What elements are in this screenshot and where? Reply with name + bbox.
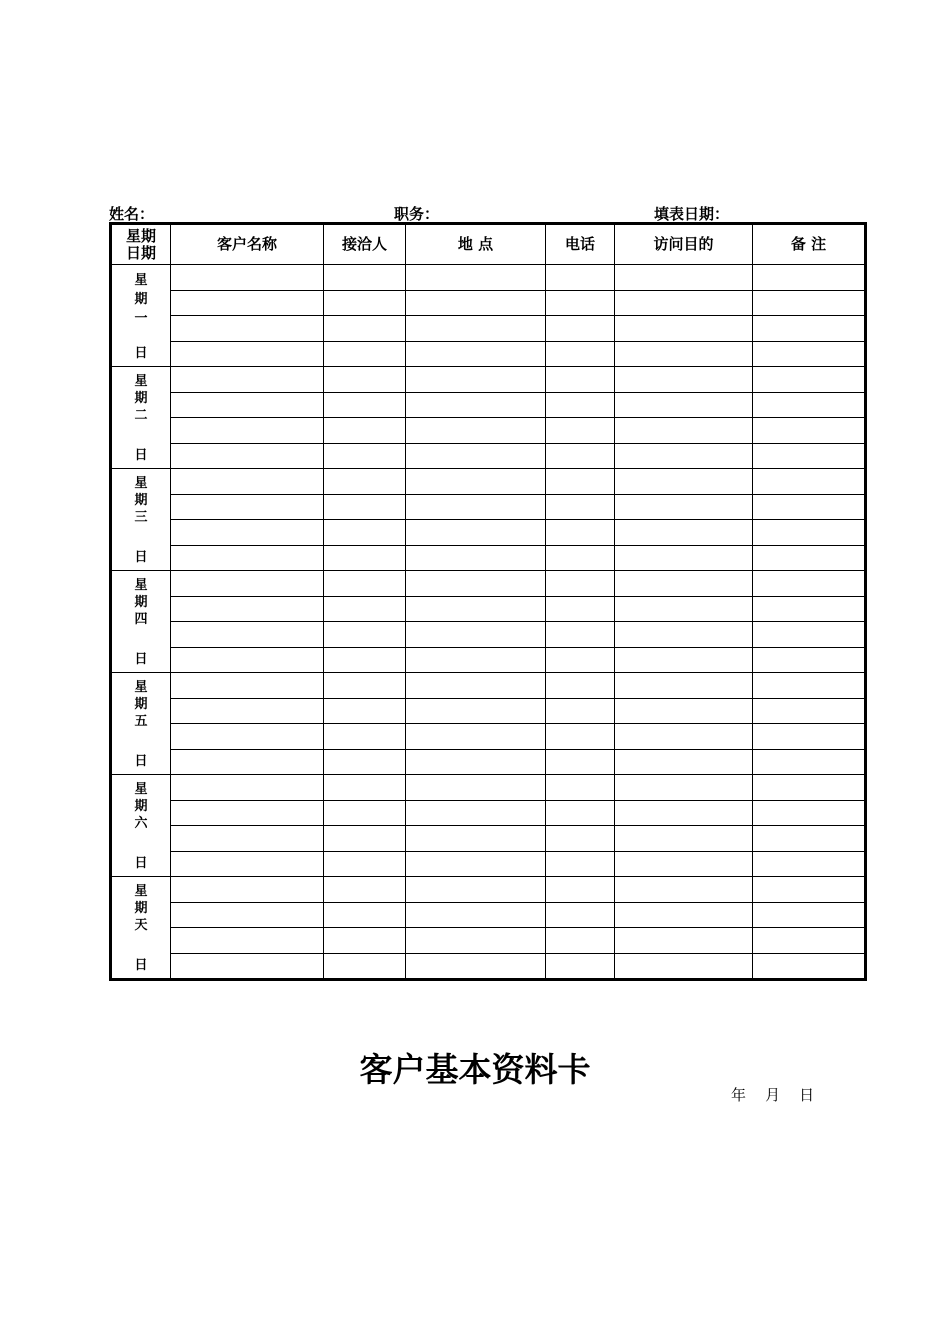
- weekday-char: 星: [134, 476, 148, 491]
- customer-name-cell[interactable]: [171, 443, 324, 469]
- customer-name-cell[interactable]: [171, 749, 324, 775]
- phone-cell[interactable]: [546, 800, 615, 826]
- day-label-cell: [111, 877, 171, 980]
- visit-purpose-cell[interactable]: [615, 392, 753, 418]
- visit-purpose-cell[interactable]: [615, 877, 753, 903]
- remarks-cell[interactable]: [753, 749, 866, 775]
- table-row: [111, 647, 866, 673]
- phone-cell[interactable]: [546, 290, 615, 316]
- location-cell[interactable]: [406, 469, 546, 495]
- phone-cell[interactable]: [546, 622, 615, 648]
- contact-person-cell[interactable]: [324, 851, 406, 877]
- remarks-cell[interactable]: [753, 392, 866, 418]
- customer-name-cell[interactable]: [171, 622, 324, 648]
- weekday-char: 星: [134, 374, 148, 389]
- customer-name-cell[interactable]: [171, 316, 324, 342]
- phone-cell[interactable]: [546, 953, 615, 980]
- location-cell[interactable]: [406, 622, 546, 648]
- table-row: [111, 928, 866, 954]
- weekday-char: 星: [134, 680, 148, 695]
- location-cell[interactable]: [406, 571, 546, 597]
- table-row: [111, 953, 866, 980]
- header-phone: 电话: [546, 224, 615, 265]
- phone-cell[interactable]: [546, 443, 615, 469]
- table-row: [111, 775, 866, 801]
- visit-purpose-cell[interactable]: [615, 775, 753, 801]
- contact-person-cell[interactable]: [324, 290, 406, 316]
- header-remarks: 备 注: [753, 224, 866, 265]
- contact-person-cell[interactable]: [324, 341, 406, 367]
- contact-person-cell[interactable]: [324, 800, 406, 826]
- remarks-cell[interactable]: [753, 902, 866, 928]
- customer-name-cell[interactable]: [171, 877, 324, 903]
- table-row: [111, 545, 866, 571]
- location-cell[interactable]: [406, 392, 546, 418]
- contact-person-cell[interactable]: [324, 673, 406, 699]
- phone-cell[interactable]: [546, 545, 615, 571]
- contact-person-cell[interactable]: [324, 596, 406, 622]
- remarks-cell[interactable]: [753, 469, 866, 495]
- weekday-char: 期: [134, 799, 148, 814]
- visit-purpose-cell[interactable]: [615, 851, 753, 877]
- visit-purpose-cell[interactable]: [615, 724, 753, 750]
- visit-purpose-cell[interactable]: [615, 622, 753, 648]
- location-cell[interactable]: [406, 877, 546, 903]
- remarks-cell[interactable]: [753, 775, 866, 801]
- remarks-cell[interactable]: [753, 520, 866, 546]
- visit-purpose-cell[interactable]: [615, 443, 753, 469]
- weekday-char: 五: [134, 714, 148, 729]
- visit-purpose-cell[interactable]: [615, 953, 753, 980]
- weekday-char: 期: [134, 901, 148, 916]
- header-day-date: [111, 224, 171, 265]
- weekday-char: 期: [134, 595, 148, 610]
- customer-name-cell[interactable]: [171, 290, 324, 316]
- location-cell[interactable]: [406, 290, 546, 316]
- location-cell[interactable]: [406, 494, 546, 520]
- remarks-cell[interactable]: [753, 826, 866, 852]
- visit-purpose-cell[interactable]: [615, 749, 753, 775]
- remarks-cell[interactable]: [753, 571, 866, 597]
- remarks-cell[interactable]: [753, 418, 866, 444]
- contact-person-cell[interactable]: [324, 928, 406, 954]
- visit-purpose-cell[interactable]: [615, 673, 753, 699]
- day-label-cell: [111, 367, 171, 469]
- location-cell[interactable]: [406, 418, 546, 444]
- table-row: [111, 443, 866, 469]
- contact-person-cell[interactable]: [324, 698, 406, 724]
- contact-person-cell[interactable]: [324, 367, 406, 393]
- location-cell[interactable]: [406, 928, 546, 954]
- remarks-cell[interactable]: [753, 622, 866, 648]
- position-field-label: 职务：: [394, 205, 440, 223]
- customer-name-cell[interactable]: [171, 392, 324, 418]
- weekday-char: 星: [134, 273, 148, 288]
- day-label-cell: [111, 571, 171, 673]
- table-row: [111, 520, 866, 546]
- customer-name-cell[interactable]: [171, 851, 324, 877]
- customer-name-cell[interactable]: [171, 545, 324, 571]
- location-cell[interactable]: [406, 367, 546, 393]
- customer-name-cell[interactable]: [171, 902, 324, 928]
- contact-person-cell[interactable]: [324, 392, 406, 418]
- remarks-cell[interactable]: [753, 545, 866, 571]
- customer-name-cell[interactable]: [171, 698, 324, 724]
- customer-name-cell[interactable]: [171, 418, 324, 444]
- phone-cell[interactable]: [546, 851, 615, 877]
- header-day-label: 星期: [125, 226, 156, 245]
- weekday-char: 三: [134, 510, 148, 525]
- phone-cell[interactable]: [546, 902, 615, 928]
- visit-purpose-cell[interactable]: [615, 469, 753, 495]
- contact-person-cell[interactable]: [324, 902, 406, 928]
- remarks-cell[interactable]: [753, 443, 866, 469]
- remarks-cell[interactable]: [753, 698, 866, 724]
- table-row: [111, 571, 866, 597]
- table-row: [111, 800, 866, 826]
- location-cell[interactable]: [406, 749, 546, 775]
- remarks-cell[interactable]: [753, 928, 866, 954]
- card-date-line: 年 月 日: [731, 1086, 815, 1104]
- contact-person-cell[interactable]: [324, 469, 406, 495]
- phone-cell[interactable]: [546, 520, 615, 546]
- table-row: [111, 265, 866, 291]
- visit-purpose-cell[interactable]: [615, 418, 753, 444]
- customer-name-cell[interactable]: [171, 647, 324, 673]
- remarks-cell[interactable]: [753, 341, 866, 367]
- customer-name-cell[interactable]: [171, 520, 324, 546]
- remarks-cell[interactable]: [753, 647, 866, 673]
- contact-person-cell[interactable]: [324, 494, 406, 520]
- customer-name-cell[interactable]: [171, 367, 324, 393]
- weekday-char: 星: [134, 578, 148, 593]
- contact-person-cell[interactable]: [324, 647, 406, 673]
- table-row: [111, 316, 866, 342]
- visit-purpose-cell[interactable]: [615, 316, 753, 342]
- table-header-row: [111, 224, 866, 265]
- table-row: [111, 494, 866, 520]
- customer-name-cell[interactable]: [171, 571, 324, 597]
- weekday-char: 星: [134, 782, 148, 797]
- phone-cell[interactable]: [546, 316, 615, 342]
- table-row: [111, 341, 866, 367]
- remarks-cell[interactable]: [753, 673, 866, 699]
- location-cell[interactable]: [406, 265, 546, 291]
- day-date-char: 日: [134, 754, 148, 769]
- weekday-char: 期: [134, 292, 148, 307]
- location-cell[interactable]: [406, 775, 546, 801]
- table-row: [111, 469, 866, 495]
- phone-cell[interactable]: [546, 494, 615, 520]
- visit-purpose-cell[interactable]: [615, 800, 753, 826]
- header-customer-name: 客户名称: [171, 224, 324, 265]
- day-label-cell: [111, 469, 171, 571]
- location-cell[interactable]: [406, 673, 546, 699]
- phone-cell[interactable]: [546, 418, 615, 444]
- visit-purpose-cell[interactable]: [615, 571, 753, 597]
- weekday-char: 天: [134, 918, 148, 933]
- phone-cell[interactable]: [546, 341, 615, 367]
- remarks-cell[interactable]: [753, 851, 866, 877]
- phone-cell[interactable]: [546, 928, 615, 954]
- day-label-cell: [111, 265, 171, 367]
- weekday-char: 期: [134, 493, 148, 508]
- visit-purpose-cell[interactable]: [615, 928, 753, 954]
- customer-name-cell[interactable]: [171, 265, 324, 291]
- form-header-fields: [109, 203, 869, 223]
- location-cell[interactable]: [406, 953, 546, 980]
- contact-person-cell[interactable]: [324, 545, 406, 571]
- contact-person-cell[interactable]: [324, 520, 406, 546]
- customer-name-cell[interactable]: [171, 469, 324, 495]
- customer-name-cell[interactable]: [171, 826, 324, 852]
- day-date-char: 日: [134, 652, 148, 667]
- location-cell[interactable]: [406, 724, 546, 750]
- day-label-cell: [111, 673, 171, 775]
- table-row: [111, 418, 866, 444]
- location-cell[interactable]: [406, 316, 546, 342]
- visit-purpose-cell[interactable]: [615, 290, 753, 316]
- table-row: [111, 724, 866, 750]
- visit-purpose-cell[interactable]: [615, 520, 753, 546]
- weekday-char: 四: [134, 612, 148, 627]
- remarks-cell[interactable]: [753, 494, 866, 520]
- location-cell[interactable]: [406, 545, 546, 571]
- contact-person-cell[interactable]: [324, 749, 406, 775]
- contact-person-cell[interactable]: [324, 724, 406, 750]
- contact-person-cell[interactable]: [324, 826, 406, 852]
- fill-date-field-label: 填表日期：: [654, 205, 730, 223]
- name-field-label: 姓名：: [109, 205, 155, 223]
- remarks-cell[interactable]: [753, 596, 866, 622]
- table-row: [111, 698, 866, 724]
- visit-purpose-cell[interactable]: [615, 545, 753, 571]
- weekday-char: 一: [134, 311, 148, 326]
- visit-purpose-cell[interactable]: [615, 596, 753, 622]
- weekday-char: 二: [134, 408, 148, 423]
- phone-cell[interactable]: [546, 698, 615, 724]
- location-cell[interactable]: [406, 647, 546, 673]
- contact-person-cell[interactable]: [324, 418, 406, 444]
- remarks-cell[interactable]: [753, 290, 866, 316]
- header-location: 地 点: [406, 224, 546, 265]
- phone-cell[interactable]: [546, 724, 615, 750]
- contact-person-cell[interactable]: [324, 775, 406, 801]
- customer-name-cell[interactable]: [171, 953, 324, 980]
- contact-person-cell[interactable]: [324, 953, 406, 980]
- header-date-label: 日期: [125, 243, 156, 262]
- visit-purpose-cell[interactable]: [615, 902, 753, 928]
- phone-cell[interactable]: [546, 647, 615, 673]
- location-cell[interactable]: [406, 902, 546, 928]
- customer-name-cell[interactable]: [171, 596, 324, 622]
- customer-name-cell[interactable]: [171, 800, 324, 826]
- location-cell[interactable]: [406, 443, 546, 469]
- location-cell[interactable]: [406, 341, 546, 367]
- contact-person-cell[interactable]: [324, 622, 406, 648]
- table-row: [111, 367, 866, 393]
- customer-name-cell[interactable]: [171, 775, 324, 801]
- remarks-cell[interactable]: [753, 877, 866, 903]
- weekday-char: 星: [134, 884, 148, 899]
- contact-person-cell[interactable]: [324, 265, 406, 291]
- phone-cell[interactable]: [546, 826, 615, 852]
- phone-cell[interactable]: [546, 265, 615, 291]
- remarks-cell[interactable]: [753, 316, 866, 342]
- day-date-char: 日: [134, 958, 148, 973]
- location-cell[interactable]: [406, 826, 546, 852]
- table-row: [111, 851, 866, 877]
- phone-cell[interactable]: [546, 673, 615, 699]
- visit-purpose-cell[interactable]: [615, 265, 753, 291]
- day-date-char: 日: [134, 346, 148, 361]
- phone-cell[interactable]: [546, 367, 615, 393]
- day-label-cell: [111, 775, 171, 877]
- customer-name-cell[interactable]: [171, 928, 324, 954]
- phone-cell[interactable]: [546, 877, 615, 903]
- phone-cell[interactable]: [546, 775, 615, 801]
- visit-purpose-cell[interactable]: [615, 826, 753, 852]
- day-date-char: 日: [134, 550, 148, 565]
- weekday-char: 期: [134, 697, 148, 712]
- table-row: [111, 622, 866, 648]
- location-cell[interactable]: [406, 596, 546, 622]
- weekly-visit-table: [109, 222, 867, 981]
- customer-name-cell[interactable]: [171, 494, 324, 520]
- table-row: [111, 826, 866, 852]
- visit-purpose-cell[interactable]: [615, 698, 753, 724]
- phone-cell[interactable]: [546, 469, 615, 495]
- day-date-char: 日: [134, 448, 148, 463]
- customer-name-cell[interactable]: [171, 673, 324, 699]
- phone-cell[interactable]: [546, 749, 615, 775]
- visit-purpose-cell[interactable]: [615, 341, 753, 367]
- phone-cell[interactable]: [546, 392, 615, 418]
- table-row: [111, 877, 866, 903]
- remarks-cell[interactable]: [753, 800, 866, 826]
- table-row: [111, 749, 866, 775]
- remarks-cell[interactable]: [753, 265, 866, 291]
- customer-name-cell[interactable]: [171, 341, 324, 367]
- table-body: [111, 265, 866, 980]
- contact-person-cell[interactable]: [324, 877, 406, 903]
- table-row: [111, 596, 866, 622]
- remarks-cell[interactable]: [753, 953, 866, 980]
- phone-cell[interactable]: [546, 596, 615, 622]
- table-row: [111, 902, 866, 928]
- location-cell[interactable]: [406, 851, 546, 877]
- remarks-cell[interactable]: [753, 367, 866, 393]
- card-title: 客户基本资料卡: [359, 1050, 591, 1089]
- weekday-char: 期: [134, 391, 148, 406]
- contact-person-cell[interactable]: [324, 443, 406, 469]
- location-cell[interactable]: [406, 698, 546, 724]
- location-cell[interactable]: [406, 800, 546, 826]
- customer-name-cell[interactable]: [171, 724, 324, 750]
- weekday-char: 六: [134, 816, 148, 831]
- visit-purpose-cell[interactable]: [615, 367, 753, 393]
- visit-purpose-cell[interactable]: [615, 647, 753, 673]
- table-row: [111, 392, 866, 418]
- day-date-char: 日: [134, 856, 148, 871]
- remarks-cell[interactable]: [753, 724, 866, 750]
- table-row: [111, 290, 866, 316]
- header-contact-person: 接洽人: [324, 224, 406, 265]
- phone-cell[interactable]: [546, 571, 615, 597]
- contact-person-cell[interactable]: [324, 571, 406, 597]
- contact-person-cell[interactable]: [324, 316, 406, 342]
- location-cell[interactable]: [406, 520, 546, 546]
- header-visit-purpose: 访问目的: [615, 224, 753, 265]
- table-row: [111, 673, 866, 699]
- visit-purpose-cell[interactable]: [615, 494, 753, 520]
